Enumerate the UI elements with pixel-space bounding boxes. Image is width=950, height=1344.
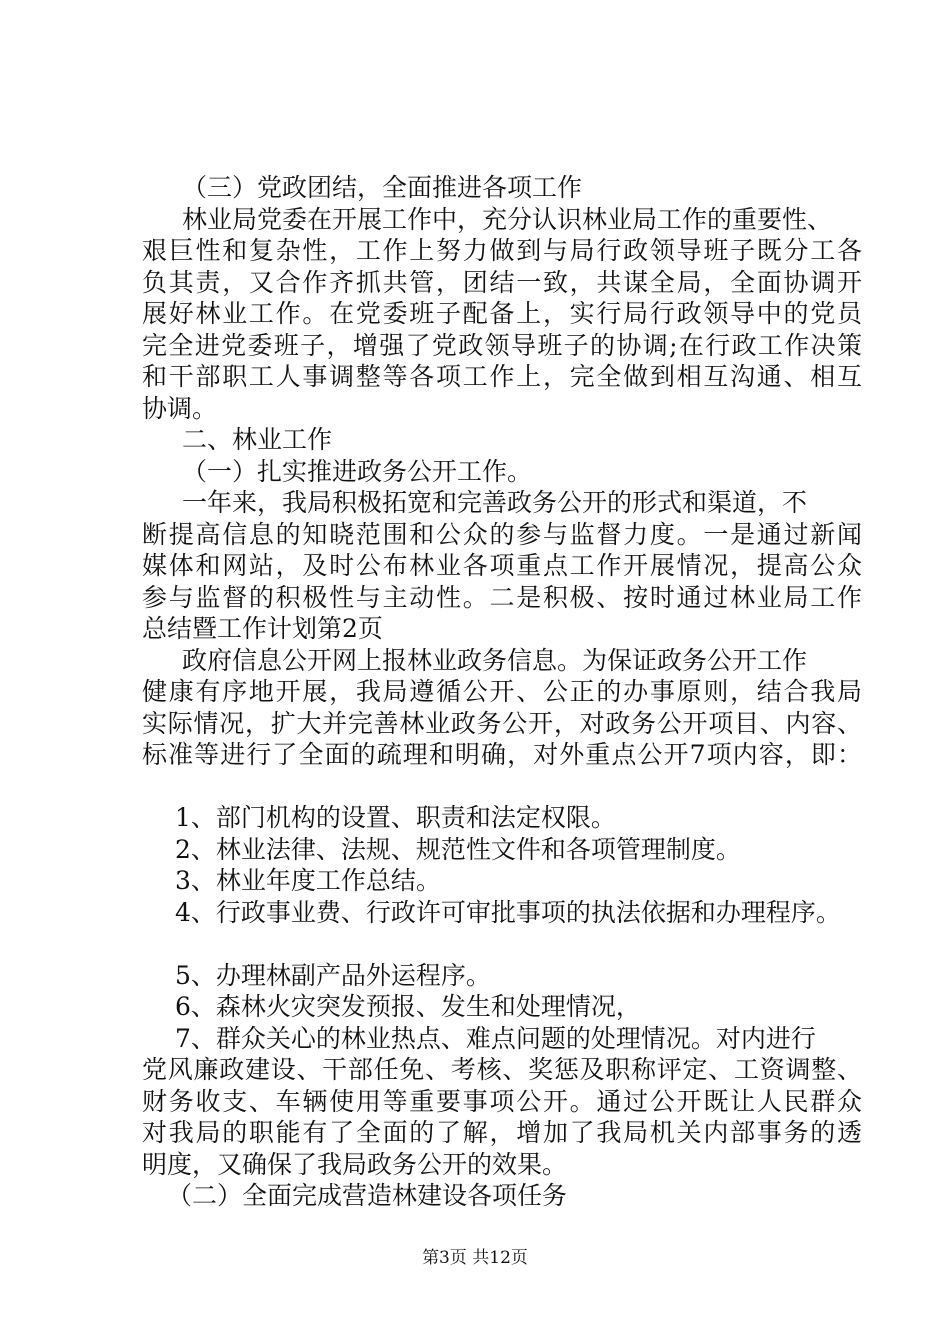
document-body — [142, 172, 862, 1212]
text-line: 展好林业工作。在党委班子配备上，实行局行政领导中的党员 — [142, 299, 862, 328]
text-line: 负其责，又合作齐抓共管，团结一致，共谋全局，全面协调开 — [142, 267, 862, 297]
text-line: 对我局的职能有了全面的了解，增加了我局机关内部事务的透 — [142, 1118, 862, 1147]
text-line: 4、行政事业费、行政许可审批事项的执法依据和办理程序。 — [175, 897, 841, 927]
text-line: 政府信息公开网上报林业政务信息。为保证政务公开工作 — [182, 645, 808, 675]
page-footer: 第3页 共12页 — [422, 1248, 528, 1268]
text-line: 参与监督的积极性与主动性。二是积极、按时通过林业局工作 — [142, 582, 862, 612]
blank-line — [142, 771, 862, 803]
text-line: 总结暨工作计划第2页 — [142, 614, 383, 643]
text-line: 实际情况，扩大并完善林业政务公开，对政务公开项目、内容、 — [142, 708, 862, 738]
text-line: 一年来，我局积极拓宽和完善政务公开的形式和渠道，不 — [182, 488, 808, 517]
text-line: 林业局党委在开展工作中，充分认识林业局工作的重要性、 — [182, 204, 833, 234]
text-line: （二）全面完成营造林建设各项任务 — [167, 1181, 568, 1210]
text-line: 党风廉政建设、干部任免、考核、奖惩及职称评定、工资调整、 — [142, 1055, 862, 1084]
text-line: 完全进党委班子，增强了党政领导班子的协调;在行政工作决策 — [142, 330, 862, 360]
text-line: 3、林业年度工作总结。 — [175, 866, 441, 895]
text-line: 6、森林火灾突发预报、发生和处理情况， — [175, 992, 641, 1021]
text-line: 健康有序地开展，我局遵循公开、公正的办事原则，结合我局 — [142, 677, 862, 706]
text-line: 协调。 — [142, 393, 218, 423]
text-line: 断提高信息的知晓范围和公众的参与监督力度。一是通过新闻 — [142, 519, 862, 549]
text-line: 二、林业工作 — [182, 425, 333, 454]
text-line: 和干部职工人事调整等各项工作上，完全做到相互沟通、相互 — [142, 362, 862, 391]
text-line: 5、办理林副产品外运程序。 — [175, 960, 491, 990]
text-line: 1、部门机构的设置、职责和法定权限。 — [175, 803, 616, 832]
text-line: （三）党政团结，全面推进各项工作 — [182, 173, 583, 202]
text-line: 明度，又确保了我局政务公开的效果。 — [142, 1149, 568, 1179]
text-line: （一）扎实推进政务公开工作。 — [182, 456, 533, 486]
text-line: 标准等进行了全面的疏理和明确，对外重点公开7项内容，即： — [142, 740, 862, 769]
text-line: 7、群众关心的林业热点、难点问题的处理情况。对内进行 — [175, 1023, 816, 1053]
blank-line — [142, 928, 862, 960]
text-line: 媒体和网站，及时公布林业各项重点工作开展情况，提高公众 — [142, 551, 862, 580]
text-line: 艰巨性和复杂性，工作上努力做到与局行政领导班子既分工各 — [142, 236, 862, 265]
text-line: 2、林业法律、法规、规范性文件和各项管理制度。 — [175, 834, 741, 864]
text-line: 财务收支、车辆使用等重要事项公开。通过公开既让人民群众 — [142, 1086, 862, 1116]
